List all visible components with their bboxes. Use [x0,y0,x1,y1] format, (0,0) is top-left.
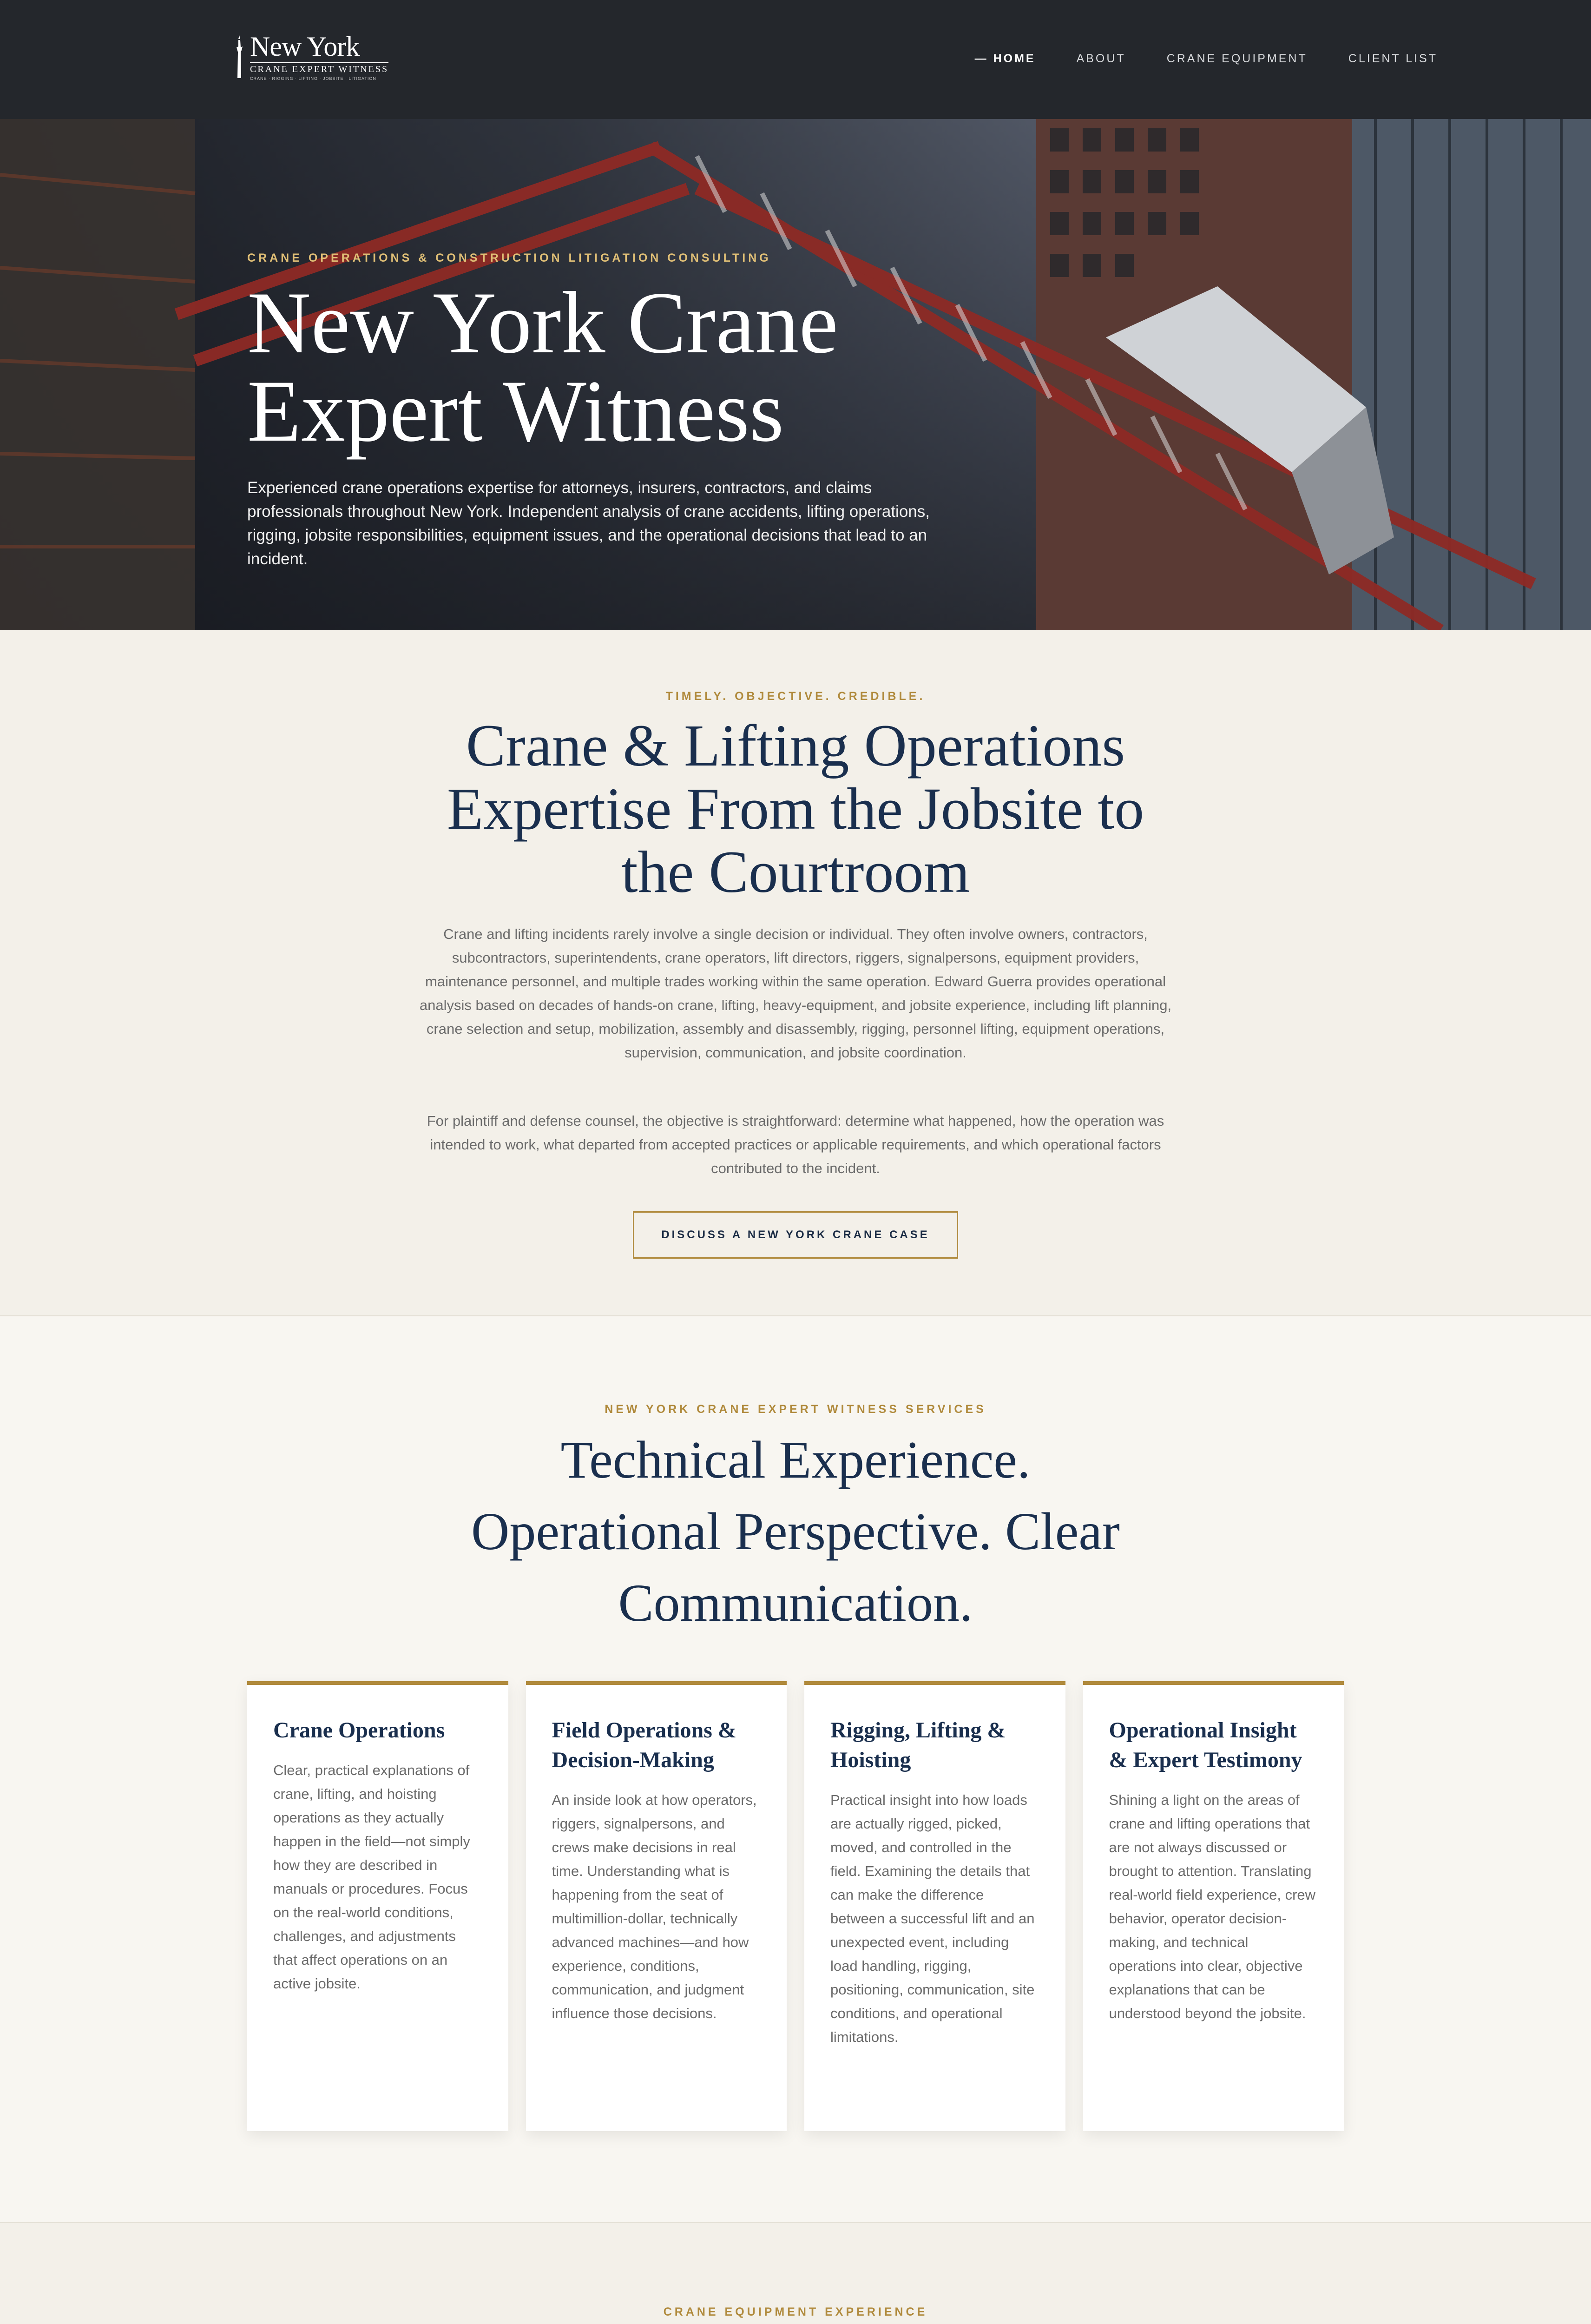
intro-paragraph-2: For plaintiff and defense counsel, the objective is straightforward: determine what happened, how the operation was intended to work, what departed from accepted practices or applicable requirements, and which operational factors contributed to the incident. [427,1113,1164,1176]
service-card-title: Rigging, Lifting & Hoisting [830,1718,1006,1772]
menu-item-home[interactable]: — HOME [975,52,1036,66]
services-cards [247,1681,1344,2131]
discuss-case-button[interactable]: DISCUSS A NEW YORK CRANE CASE [633,1211,958,1259]
service-card-expert-testimony [1083,1681,1344,2131]
services-section [0,1316,1591,2223]
intro-title [0,714,1591,904]
service-card-text: Shining a light on the areas of crane and lifting operations that are not always discussed or brought to attention. Translating real-world field experience, crew behavior, operator decision-making, and technical operations into clear, objective explanations that can be understood beyond the jobsite. [1109,1792,1316,2021]
hero-title-line-1: New York Crane [247,274,838,372]
logo-title: New York [250,31,360,62]
logo-tagline: CRANE · RIGGING · LIFTING · JOBSITE · LITIGATION [250,76,376,81]
logo-subtitle: CRANE EXPERT WITNESS [250,62,388,75]
equipment-eyebrow: CRANE EQUIPMENT EXPERIENCE [663,2305,928,2318]
service-card-crane-operations [247,1681,508,2131]
menu-item-crane-equipment[interactable]: CRANE EQUIPMENT [1166,52,1308,65]
services-title-line-2: Operational Perspective. Clear [471,1502,1120,1561]
intro-title-line-2: Expertise From the Jobsite to [447,776,1144,842]
services-eyebrow: NEW YORK CRANE EXPERT WITNESS SERVICES [605,1403,986,1416]
hero-title [247,274,991,460]
services-title [0,1424,1591,1639]
intro-paragraph-1: Crane and lifting incidents rarely involve a single decision or individual. They often involve owners, contractors, subcontractors, superintendents, crane operators, lift directors, riggers, signalpersons, equipment providers, maintenance personnel, and multiple trades working within the same operation. Edward Guerra provides operational analysis based on decades of hands-on crane, lifting, heavy-equipment, and jobsite experience, including lift planning, crane selection and setup, mobilization, assembly and disassembly, rigging, personnel lifting, equipment operations, supervision, communication, and jobsite coordination. [419,926,1172,1061]
services-title-line-1: Technical Experience. [560,1430,1031,1489]
service-card-title: Field Operations & Decision-Making [552,1718,736,1772]
intro-section [0,630,1591,1316]
menu-item-client-list[interactable]: CLIENT LIST [1348,52,1438,65]
intro-title-line-3: the Courtroom [621,839,970,905]
hero-description: Experienced crane operations expertise for attorneys, insurers, contractors, and claims professionals throughout New York. Independent analysis of crane accidents, lifting operations, rigging, jobsite responsibilities, equipment issues, and the operational decisions that lead to an incident. [247,479,930,568]
services-title-line-3: Communication. [618,1573,973,1632]
service-card-rigging [804,1681,1065,2131]
main-menu [975,52,1438,66]
site-logo[interactable] [232,33,388,81]
service-card-text: An inside look at how operators, riggers, signalpersons, and crews make decisions in real time. Understanding what is happening from the seat of multimillion-dollar, technically advanced machines—and how experience, conditions, communication, and judgment influence those decisions. [552,1792,757,2021]
service-card-field-operations [526,1681,787,2131]
hero-section [0,119,1591,630]
equipment-section [0,2223,1591,2324]
service-card-title: Operational Insight & Expert Testimony [1109,1718,1302,1772]
menu-item-about[interactable]: ABOUT [1076,52,1126,65]
intro-eyebrow: TIMELY. OBJECTIVE. CREDIBLE. [665,690,926,703]
service-card-title: Crane Operations [273,1718,445,1743]
top-navigation [0,0,1591,119]
statue-of-liberty-icon [232,33,246,80]
intro-title-line-1: Crane & Lifting Operations [466,713,1125,779]
hero-title-line-2: Expert Witness [247,363,784,460]
service-card-text: Clear, practical explanations of crane, lifting, and hoisting operations as they actually happen in the field—not simply how they are described in manuals or procedures. Focus on the real-world conditions, challenges, and adjustments that affect operations on an active jobsite. [273,1762,470,1992]
hero-eyebrow: CRANE OPERATIONS & CONSTRUCTION LITIGATION CONSULTING [247,251,771,264]
service-card-text: Practical insight into how loads are actually rigged, picked, moved, and controlled in the field. Examining the details that can make the difference between a successful lift and an unexpected event, including load handling, rigging, positioning, communication, site conditions, and operational limitations. [830,1792,1035,2045]
